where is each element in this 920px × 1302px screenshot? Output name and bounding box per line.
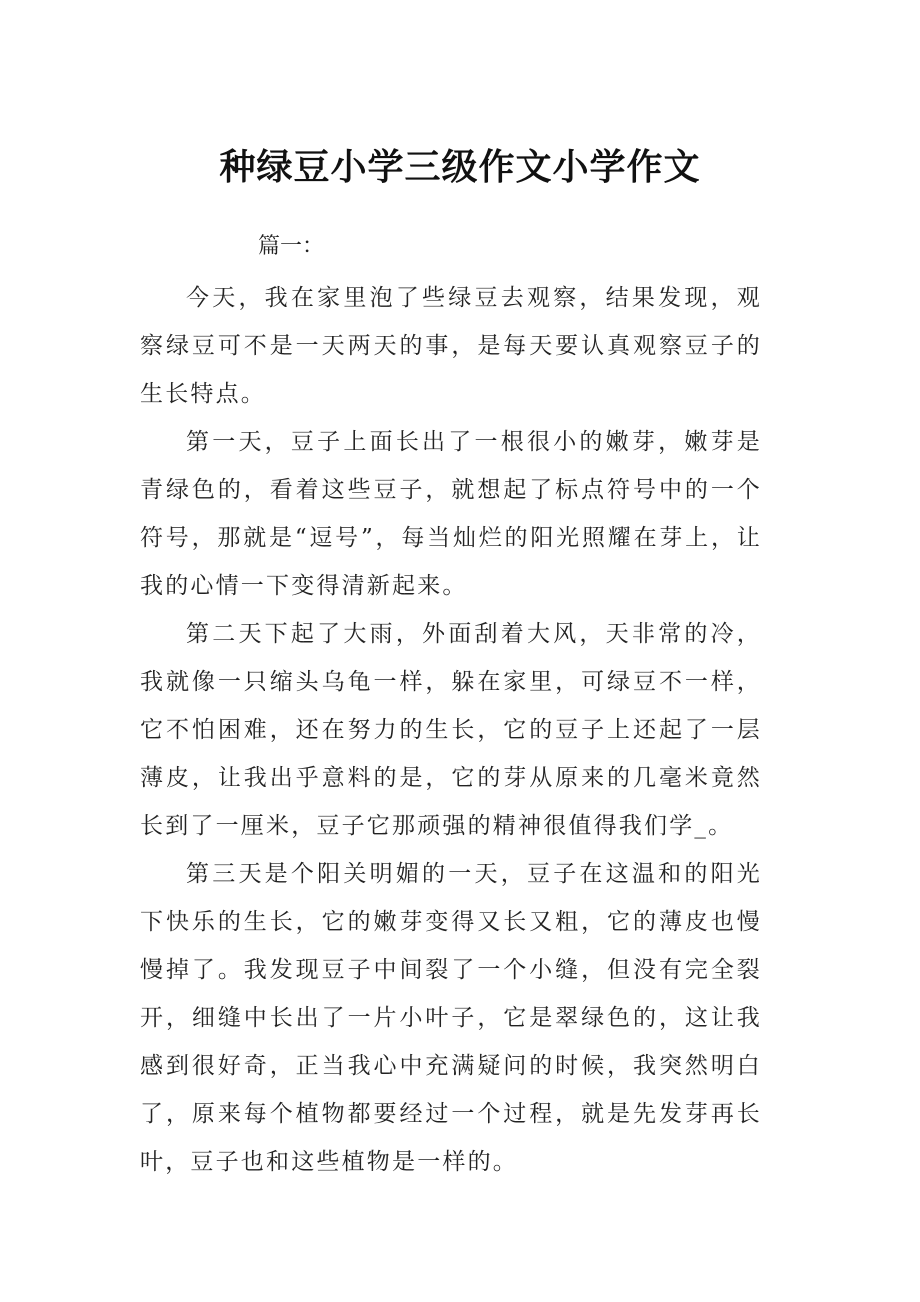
paragraph: 今天，我在家里泡了些绿豆去观察，结果发现，观察绿豆可不是一天两天的事，是每天要认真观察豆子的生长特点。 (140, 285, 762, 407)
document-body (140, 274, 762, 1186)
paragraph: 第二天下起了大雨，外面刮着大风，天非常的冷，我就像一只缩头乌龟一样，躲在家里，可绿豆不一样，它不怕困难，还在努力的生长，它的豆子上还起了一层薄皮，让我出乎意料的是，它的芽从原来的几毫米竟然长到了一厘米，豆子它那顽强的精神很值得我们学_。 (140, 621, 762, 839)
document-title: 种绿豆小学三级作文小学作文 (219, 147, 701, 188)
paragraph: 第三天是个阳关明媚的一天，豆子在这温和的阳光下快乐的生长，它的嫩芽变得又长又粗，它的薄皮也慢慢掉了。我发现豆子中间裂了一个小缝，但没有完全裂开，细缝中长出了一片小叶子，它是翠绿色的，这让我感到很好奇，正当我心中充满疑问的时候，我突然明白了，原来每个植物都要经过一个过程，就是先发芽再长叶，豆子也和这些植物是一样的。 (140, 861, 762, 1175)
paragraph: 第一天，豆子上面长出了一根很小的嫩芽，嫩芽是青绿色的，看着这些豆子，就想起了标点符号中的一个符号，那就是“逗号”，每当灿烂的阳光照耀在芽上，让我的心情一下变得清新起来。 (140, 429, 762, 599)
section-heading: 篇一： (258, 234, 325, 259)
